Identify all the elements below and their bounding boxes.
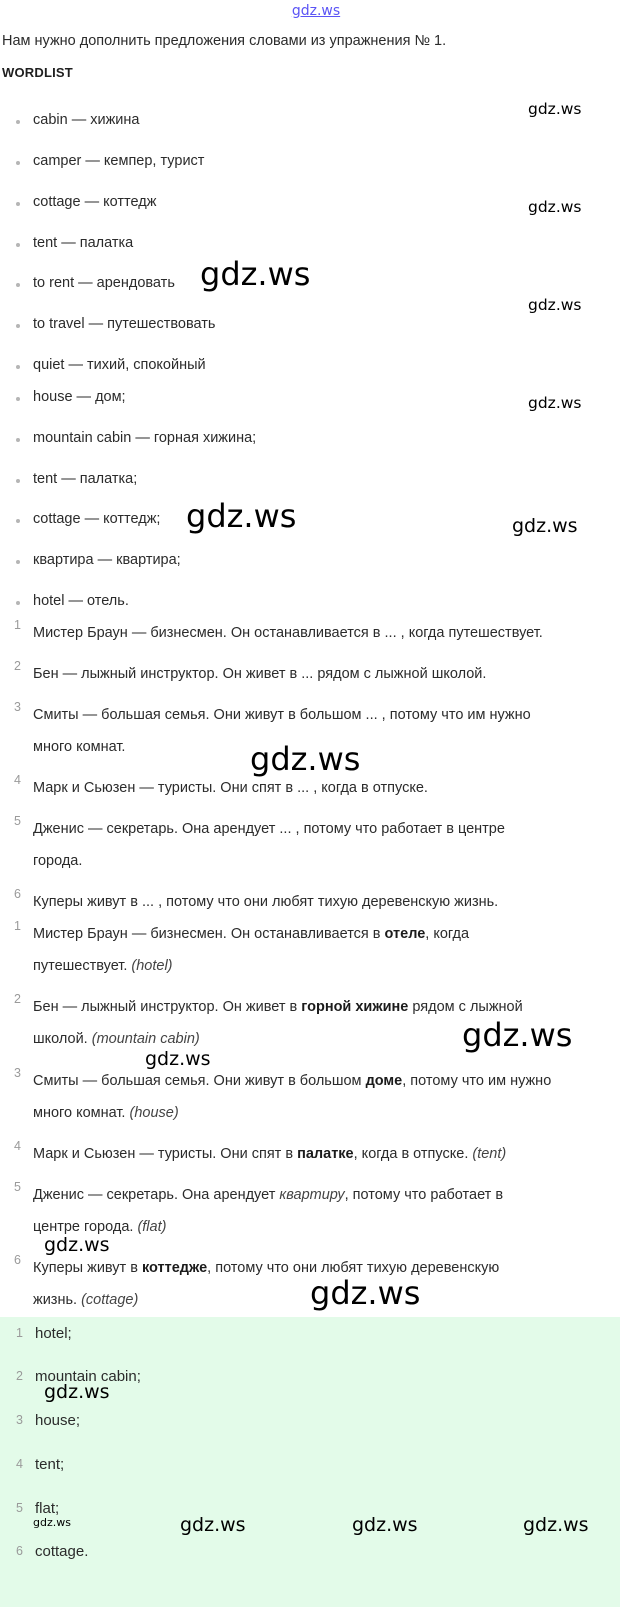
bullet-icon xyxy=(16,365,20,369)
watermark: gdz.ws xyxy=(145,1048,211,1070)
bullet-icon xyxy=(16,438,20,442)
watermark: gdz.ws xyxy=(512,515,578,537)
answer-word: доме xyxy=(365,1073,403,1089)
watermark: gdz.ws xyxy=(180,1514,246,1536)
answer-word: квартиру xyxy=(279,1187,345,1203)
bullet-icon xyxy=(16,479,20,483)
answer-hint: (flat) xyxy=(137,1219,167,1235)
bullet-icon xyxy=(16,519,20,523)
watermark: gdz.ws xyxy=(528,100,582,118)
answers-panel: 1 hotel; 2 mountain cabin; 3 house; 4 tent; 5 flat; 6 cottage. xyxy=(0,1317,620,1607)
watermark: gdz.ws xyxy=(462,1016,573,1054)
answer-hint: (hotel) xyxy=(131,958,173,974)
bullet-icon xyxy=(16,283,20,287)
watermark: gdz.ws xyxy=(523,1514,589,1536)
bullet-icon xyxy=(16,601,20,605)
bullet-icon xyxy=(16,397,20,401)
bullet-icon xyxy=(16,243,20,247)
watermark: gdz.ws xyxy=(310,1274,421,1312)
answer-hint: (cottage) xyxy=(81,1292,139,1308)
watermark: gdz.ws xyxy=(528,198,582,216)
answer-hint: (tent) xyxy=(472,1146,507,1162)
watermark: gdz.ws xyxy=(528,394,582,412)
site-logo-link[interactable]: gdz.ws xyxy=(291,3,341,19)
bullet-icon xyxy=(16,560,20,564)
answer-word: горной хижине xyxy=(301,999,409,1015)
watermark: gdz.ws xyxy=(44,1381,110,1403)
answer-word: отеле xyxy=(384,926,426,942)
answer-hint: (house) xyxy=(129,1105,179,1121)
watermark: gdz.ws xyxy=(352,1514,418,1536)
answer-word: коттедже xyxy=(141,1260,208,1276)
intro-text: Нам нужно дополнить предложения словами из упражнения № 1. xyxy=(2,33,447,49)
watermark: gdz.ws xyxy=(44,1234,110,1256)
bullet-icon xyxy=(16,324,20,328)
watermark: gdz.ws xyxy=(200,255,311,293)
document: gdz.ws Нам нужно дополнить предложения словами из упражнения № 1. WORDLIST cabin — хижина camper — кемпер, турист cottage — коттедж tent — палатка to rent — арендовать to travel — путешествовать quiet — тихий, спокойный house — дом; mountain cabin — горная хижина; tent — палатка; cottage — коттедж; квартира — квартира; hotel — отель. 1 Мистер Браун — бизнесмен. Он останавливается в ... , когда путешествует. 2 Бен — лыжный инструктор. Он живет в ... рядом с лыжной школой. 3 Смиты — большая семья. Они живут в большом ... , потому что им нужно много комнат. 4 Марк и Сьюзен — туристы. Они спят в ... , когда в отпуске. 5 Дженис — секретарь. Она арендует ... , потому что работает в центре города. 6 Куперы живут в ... , потому что они любят тихую деревенскую жизнь. 1 Мистер Браун — бизнесмен. Он останавливается в отеле, когда путешествует. (hotel) 2 Бен — лыжный инструктор. Он живет в горной хижине рядом с лыжной школой. (mountain cabin) 3 Смиты — большая семья. Они живут в большом доме, потому что им нужно много комнат. (house) 4 Марк и Сьюзен — туристы. Они спят в палатке, когда в отпуске. (tent) 5 Дженис — секретарь. Она арендует квартиру, потому что работает в центре города. (flat) 6 Куперы живут в коттедже, потому что они любят тихую деревенскую жизнь. (cottage) 1 hotel; 2 mountain cabin; 3 house; 4 tent; 5 flat; 6 cottage. gdz.ws gdz.ws gdz.ws gdz.ws gdz.ws gdz.ws gdz.ws gdz.ws gdz.ws gdz.ws gdz.ws gdz.ws gdz.ws gdz.ws gdz.ws gdz.ws gdz.ws xyxy=(0,0,632,1607)
answer-word: палатке xyxy=(297,1146,354,1162)
watermark: gdz.ws xyxy=(250,740,361,778)
bullet-icon xyxy=(16,202,20,206)
wordlist-heading: WORDLIST xyxy=(2,65,73,80)
watermark: gdz.ws xyxy=(528,296,582,314)
watermark: gdz.ws xyxy=(33,1516,71,1529)
watermark: gdz.ws xyxy=(186,497,297,535)
bullet-icon xyxy=(16,161,20,165)
answer-hint: (mountain cabin) xyxy=(91,1031,200,1047)
bullet-icon xyxy=(16,120,20,124)
